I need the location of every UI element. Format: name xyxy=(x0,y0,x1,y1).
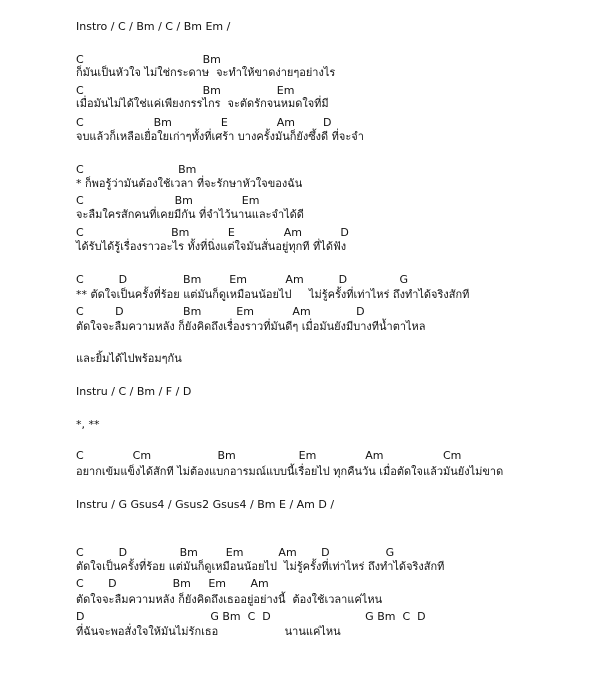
chord-line: C Bm xyxy=(76,53,221,66)
lyric-line: ตัดใจเป็นครั้งที่ร้อย แต่มันก็ดูเหมือนน้อยไป ไม่รู้ครั้งที่เท่าไหร่ ถึงทำได้จริงสักที xyxy=(76,560,445,573)
intro-line: Instro / C / Bm / C / Bm Em / xyxy=(76,20,231,33)
chord-line: C Bm Em xyxy=(76,194,260,207)
lyric-line: ได้รับได้รู้เรื่องราวอะไร ทั้งที่นิ่งแต่ใจมันสั่นอยู่ทุกที ที่ได้ฟัง xyxy=(76,240,347,253)
chord-line: C D Bm Em Am D xyxy=(76,305,365,318)
instru-line: Instru / G Gsus4 / Gsus2 Gsus4 / Bm E / Am D / xyxy=(76,498,335,511)
lyric-line: ** ตัดใจเป็นครั้งที่ร้อย แต่มันก็ดูเหมือนน้อยไป ไม่รู้ครั้งที่เท่าไหร่ ถึงทำได้จริงสักที xyxy=(76,288,470,301)
chord-line: C D Bm Em Am xyxy=(76,577,269,590)
lyric-line: * ก็พอรู้ว่ามันต้องใช้เวลา ที่จะรักษาหัวใจของฉัน xyxy=(76,177,303,190)
chord-line: C Bm Em xyxy=(76,84,295,97)
instru-line: Instru / C / Bm / F / D xyxy=(76,385,192,398)
lyric-line: ตัดใจจะลืมความหลัง ก็ยังคิดถึงเธออยู่อย่างนี้ ต้องใช้เวลาแค่ไหน xyxy=(76,593,383,606)
chord-line: C Bm E Am D xyxy=(76,116,332,129)
chord-line: C Bm xyxy=(76,163,197,176)
lyric-line: และยิ้มได้ไปพร้อมๆกัน xyxy=(76,352,182,365)
chord-line: C Bm E Am D xyxy=(76,226,349,239)
lyric-line: เมื่อมันไม่ได้ใช่แค่เพียงกรรไกร จะตัดรักจนหมดใจที่มี xyxy=(76,97,329,110)
lyric-line: ตัดใจจะลืมความหลัง ก็ยังคิดถึงเรื่องราวที่มันดีๆ เมื่อมันยังมีบางทีน้ำตาไหล xyxy=(76,320,426,333)
lyric-line: ที่ฉันจะพอสั่งใจให้มันไม่รักเธอ นานแค่ไหน xyxy=(76,625,341,638)
chord-line: C D Bm Em Am D G xyxy=(76,273,409,286)
lyric-line: จะลืมใครสักคนที่เคยมีกัน ที่จำไว้นานและจำได้ดี xyxy=(76,208,304,221)
chord-line: D G Bm C D G Bm C D xyxy=(76,610,426,623)
chord-line: C D Bm Em Am D G xyxy=(76,546,395,559)
lyric-line: อยากเข้มแข็งได้สักที ไม่ต้องแบกอารมณ์แบบนี้เรื่อยไป ทุกคืนวัน เมื่อตัดใจแล้วมันยังไม่ขาด xyxy=(76,465,504,478)
lyric-line: ก็มันเป็นหัวใจ ไม่ใช่กระดาษ จะทำให้ขาดง่ายๆอย่างไร xyxy=(76,66,336,79)
lyric-line: จบแล้วก็เหลือเยื่อใยเก่าๆทั้งที่เศร้า บางครั้งมันก็ยังซึ้งดี ที่จะจำ xyxy=(76,130,364,143)
repeat-marker: *, ** xyxy=(76,418,100,431)
chord-line: C Cm Bm Em Am Cm xyxy=(76,449,462,462)
